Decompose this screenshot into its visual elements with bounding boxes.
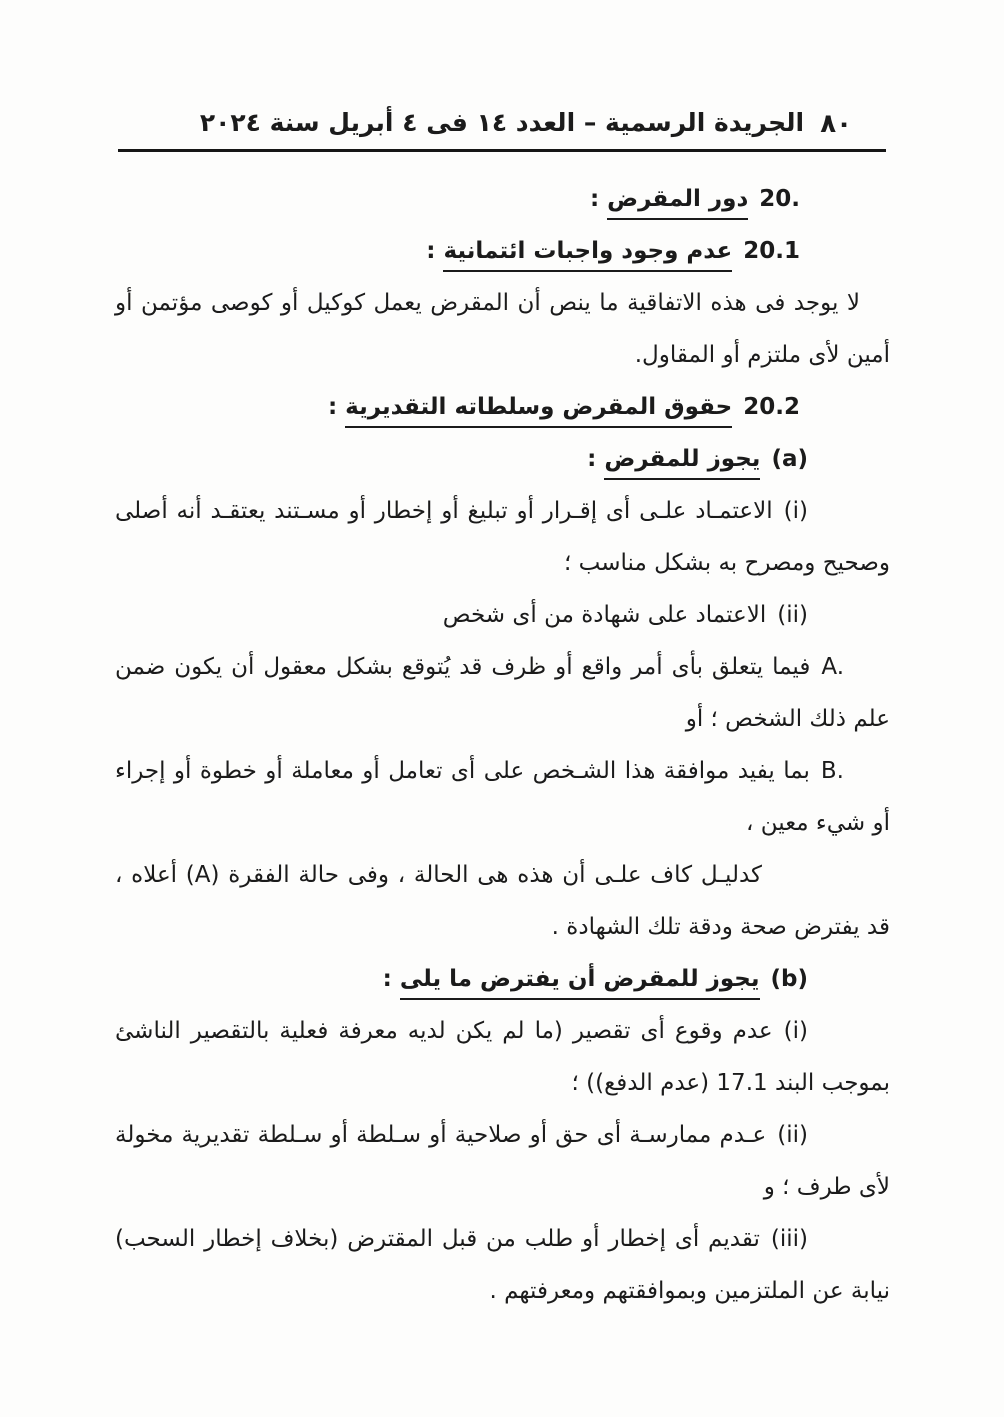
clause-text: عـدم ممارسـة أى حق أو صلاحية أو سـلطة أو سـلطة تقديرية مخولة لأى طرف ؛ و <box>115 1122 890 1200</box>
clause-item-ii-2 <box>115 1109 890 1213</box>
header-rule <box>118 149 886 152</box>
clause-number: A. <box>821 654 844 680</box>
clause-number: (i) <box>783 1018 808 1044</box>
clause-number: (a) <box>771 446 808 472</box>
clause-title: يجوز للمقرض أن يفترض ما يلى <box>400 966 760 1000</box>
colon: : <box>587 446 605 472</box>
clause-number: (b) <box>770 966 808 992</box>
clause-number: (i) <box>783 498 808 524</box>
section-title: حقوق المقرض وسلطاته التقديرية <box>345 394 732 428</box>
colon: : <box>327 394 346 420</box>
section-title: عدم وجود واجبات ائتمانية <box>443 238 732 272</box>
colon: : <box>589 186 608 212</box>
section-heading-20 <box>115 173 890 225</box>
clause-number: (iii) <box>770 1226 808 1252</box>
paragraph-text: لا يوجد فى هذه الاتفاقية ما ينص أن المقرض يعمل كوكيل أو كوصى مؤتمن أو أمين لأى ملتزم أو المقاول. <box>115 290 890 368</box>
clause-heading-a <box>115 433 890 485</box>
page-header <box>0 108 1004 148</box>
section-number: 20. <box>759 186 800 212</box>
document-body <box>115 173 890 1317</box>
clause-number: (ii) <box>777 1122 808 1148</box>
clause-text: الاعتمـاد علـى أى إقـرار أو تبليغ أو إخطار أو مسـتند يعتقـد أنه أصلى وصحيح ومصرح به بشكل مناسب ؛ <box>115 498 890 576</box>
clause-text: تقديم أى إخطار أو طلب من قبل المقترض (بخلاف إخطار السحب) نيابة عن الملتزمين وبموافقتهم ومعرفتهم . <box>115 1226 890 1304</box>
clause-text: بما يفيد موافقة هذا الشـخص على أى تعامل أو معاملة أو خطوة أو إجراء أو شيء معين ، <box>115 758 890 836</box>
colon: : <box>382 966 400 992</box>
clause-title: يجوز للمقرض <box>604 446 760 480</box>
closing-paragraph <box>115 849 890 953</box>
clause-text: الاعتماد على شهادة من أى شخص <box>442 602 767 628</box>
gazette-header-title: الجريدة الرسمية – العدد ١٤ فى ٤ أبريل سنة ٢٠٢٤ <box>199 108 805 137</box>
page-number: ٨٠ <box>820 109 852 139</box>
sub-clause-B <box>115 745 890 849</box>
section-number: 20.1 <box>743 238 800 264</box>
colon: : <box>426 238 444 264</box>
section-number: 20.2 <box>743 394 800 420</box>
section-title: دور المقرض <box>607 186 748 220</box>
clause-text: عدم وقوع أى تقصير (ما لم يكن لديه معرفة فعلية بالتقصير الناشئ بموجب البند 17.1 (عدم الدفع)) ؛ <box>115 1018 890 1096</box>
clause-number: (ii) <box>777 602 808 628</box>
section-heading-20-2 <box>115 381 890 433</box>
clause-item-i-2 <box>115 1005 890 1109</box>
paragraph-text: كدليـل كاف علـى أن هذه هى الحالة ، وفى حالة الفقرة (A) أعلاه ، قد يفترض صحة ودقة تلك الشهادة . <box>115 862 890 940</box>
clause-text: فيما يتعلق بأى أمر واقع أو ظرف قد يُتوقع بشكل معقول أن يكون ضمن علم ذلك الشخص ؛ أو <box>115 654 890 732</box>
paragraph <box>115 277 890 381</box>
clause-number: B. <box>820 758 844 784</box>
clause-item-iii <box>115 1213 890 1317</box>
sub-clause-A <box>115 641 890 745</box>
clause-heading-b <box>115 953 890 1005</box>
section-heading-20-1 <box>115 225 890 277</box>
clause-item-i <box>115 485 890 589</box>
clause-item-ii <box>115 589 890 641</box>
